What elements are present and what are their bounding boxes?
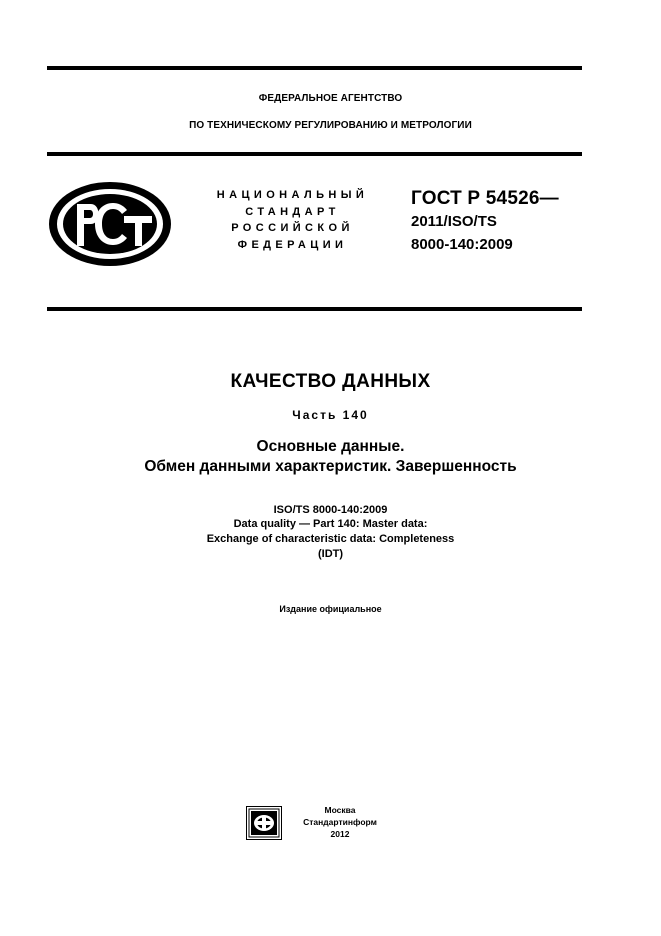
standard-block-bottom-rule xyxy=(47,307,582,311)
top-rule xyxy=(47,66,582,70)
publication-year: 2012 xyxy=(330,829,350,839)
national-standard-line: ФЕДЕРАЦИИ xyxy=(237,238,348,251)
gost-number-line3: 8000-140:2009 xyxy=(411,236,513,253)
national-standard-line: НАЦИОНАЛЬНЫЙ xyxy=(216,189,369,201)
header-bottom-rule xyxy=(47,152,582,156)
part-label: Часть 140 xyxy=(292,408,369,422)
document-title: КАЧЕСТВО ДАННЫХ xyxy=(230,371,431,392)
national-standard-line: РОССИЙСКОЙ xyxy=(231,222,354,234)
iso-reference-line4: (IDT) xyxy=(317,548,344,560)
subtitle-line2: Обмен данными характеристик. Завершенность xyxy=(144,458,517,475)
standartinform-logo-icon xyxy=(246,806,282,840)
publisher-info xyxy=(290,804,390,840)
subtitle-line1: Основные данные. xyxy=(256,438,405,455)
agency-name-line2: ПО ТЕХНИЧЕСКОМУ РЕГУЛИРОВАНИЮ И МЕТРОЛОГИИ xyxy=(189,120,472,131)
gost-designation xyxy=(411,188,559,256)
gost-number-line2: 2011/ISO/TS xyxy=(411,213,497,230)
national-standard-label xyxy=(200,187,385,253)
edition-label: Издание официальное xyxy=(279,604,382,614)
rst-certification-mark-icon xyxy=(47,180,173,268)
gost-number: ГОСТ Р 54526— xyxy=(411,188,559,209)
iso-reference-line2: Data quality — Part 140: Master data: xyxy=(233,518,428,530)
publisher-city: Москва xyxy=(324,805,356,815)
iso-reference-line3: Exchange of characteristic data: Completeness xyxy=(206,533,455,545)
publisher-name: Стандартинформ xyxy=(303,817,377,827)
agency-name-line1: ФЕДЕРАЛЬНОЕ АГЕНТСТВО xyxy=(258,93,403,104)
national-standard-line: СТАНДАРТ xyxy=(245,205,340,218)
iso-reference-line1: ISO/TS 8000-140:2009 xyxy=(273,504,388,516)
